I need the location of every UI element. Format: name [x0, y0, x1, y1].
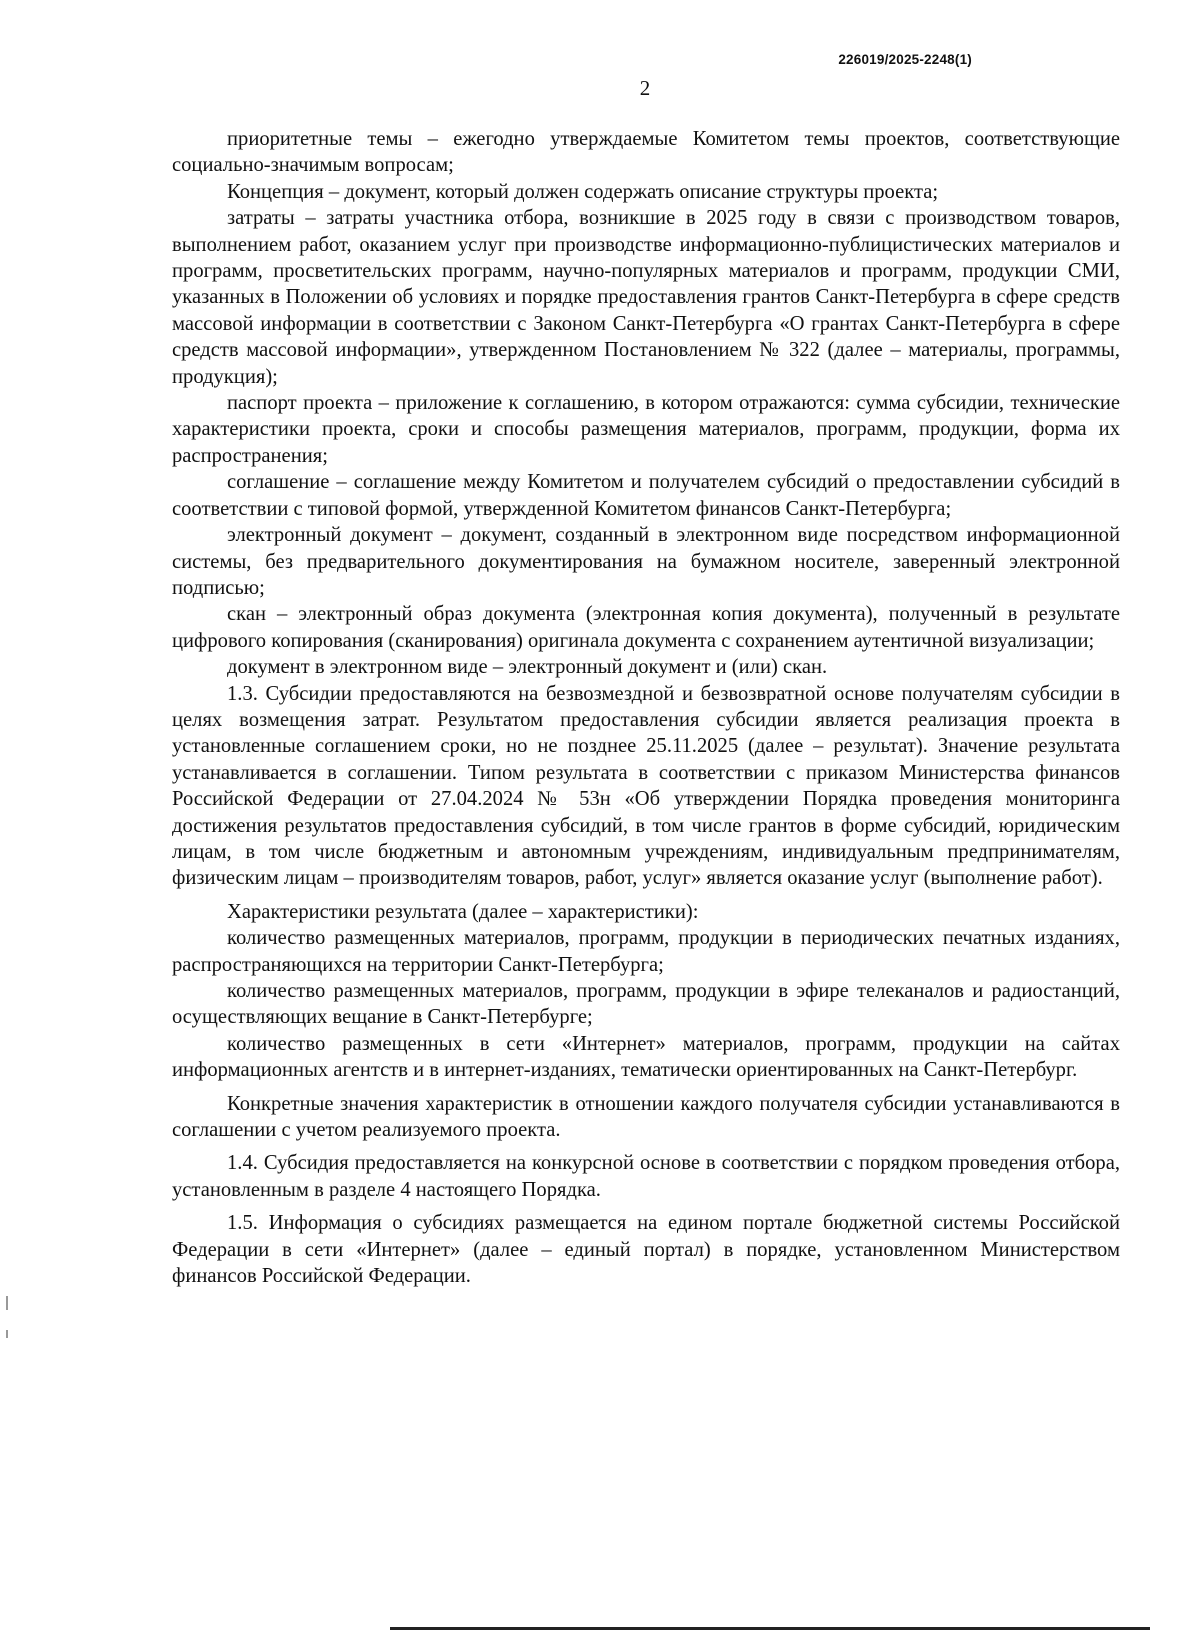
paragraph-electronic-document: электронный документ – документ, созданный в электронном виде посредством информационной системы, без предварительного документирования на бумажном носителе, заверенный электронной подписью;: [172, 524, 1120, 599]
document-registration-number: 226019/2025-2248(1): [838, 52, 972, 67]
scan-margin-mark: [6, 1296, 8, 1310]
paragraph-agreement: соглашение – соглашение между Комитетом и получателем субсидий о предоставлении субсидий в соответствии с типовой формой, утвержденной Комитетом финансов Санкт-Петербурга;: [172, 471, 1120, 520]
paragraph-result-characteristics: Характеристики результата (далее – характеристики):: [227, 900, 699, 923]
scan-margin-mark: [6, 1330, 8, 1338]
paragraph-characteristic-print: количество размещенных материалов, программ, продукции в периодических печатных изданиях, распространяющихся на территории Санкт-Петербурга;: [172, 927, 1120, 976]
page-number: 2: [639, 76, 651, 100]
paragraph-characteristic-broadcast: количество размещенных материалов, программ, продукции в эфире телеканалов и радиостанций, осуществляющих вещание в Санкт-Петербурге;: [172, 980, 1120, 1029]
paragraph-costs: затраты – затраты участника отбора, возникшие в 2025 году в связи с производством товаров, выполнением работ, оказанием услуг при производстве информационно-публицистических материалов и программ, просветительских программ, научно-популярных материалов и программ, продукции СМИ, указанных в Положении об условиях и порядке предоставления грантов Санкт-Петербурга в сфере средств массовой информации в соответствии с Законом Санкт-Петербурга «О грантах Санкт-Петербурга в сфере средств массовой информации», утвержденном Постановлением № 322 (далее – материалы, программы, продукция);: [172, 207, 1120, 388]
paragraph-section-1-3: 1.3. Субсидии предоставляются на безвозмездной и безвозвратной основе получателям субсидии в целях возмещения затрат. Результатом предоставления субсидии является реализация проекта в установленные соглашением сроки, но не позднее 25.11.2025 (далее – результат). Значение результата устанавливается в соглашении. Типом результата в соответствии с приказом Министерства финансов Российской Федерации от 27.04.2024 № 53н «Об утверждении Порядка проведения мониторинга достижения результатов предоставления субсидий, в том числе грантов в форме субсидий, юридическим лицам, в том числе бюджетным и автономным учреждениям, индивидуальным предпринимателям, физическим лицам – производителям товаров, работ, услуг» является оказание услуг (выполнение работ).: [172, 682, 1120, 890]
paragraph-concept: Концепция – документ, который должен содержать описание структуры проекта;: [227, 180, 939, 203]
paragraph-section-1-4: 1.4. Субсидия предоставляется на конкурсной основе в соответствии с порядком проведения отбора, установленным в разделе 4 настоящего Порядка.: [172, 1152, 1120, 1201]
paragraph-document-electronic-form: документ в электронном виде – электронный документ и (или) скан.: [227, 656, 828, 679]
paragraph-section-1-5: 1.5. Информация о субсидиях размещается на едином портале бюджетной системы Российской Федерации в сети «Интернет» (далее – единый портал) в порядке, установленном Министерством финансов Российской Федерации.: [172, 1212, 1120, 1288]
paragraph-characteristic-internet: количество размещенных в сети «Интернет» материалов, программ, продукции на сайтах информационных агентств и в интернет-изданиях, тематически ориентированных на Санкт-Петербург.: [172, 1032, 1120, 1082]
paragraph-scan: скан – электронный образ документа (электронная копия документа), полученный в результате цифрового копирования (сканирования) оригинала документа с сохранением аутентичной визуализации;: [172, 603, 1120, 652]
paragraph-specific-values: Конкретные значения характеристик в отношении каждого получателя субсидии устанавливаются в соглашении с учетом реализуемого проекта.: [172, 1092, 1120, 1142]
paragraph-priority-topics: приоритетные темы – ежегодно утверждаемые Комитетом темы проектов, соответствующие социально-значимым вопросам;: [172, 128, 1120, 177]
scan-bottom-edge-line: [390, 1627, 1150, 1630]
paragraph-project-passport: паспорт проекта – приложение к соглашению, в котором отражаются: сумма субсидии, технические характеристики проекта, сроки и способы размещения материалов, программ, продукции, форма их распространения;: [172, 392, 1120, 467]
document-body: [172, 126, 1120, 1289]
